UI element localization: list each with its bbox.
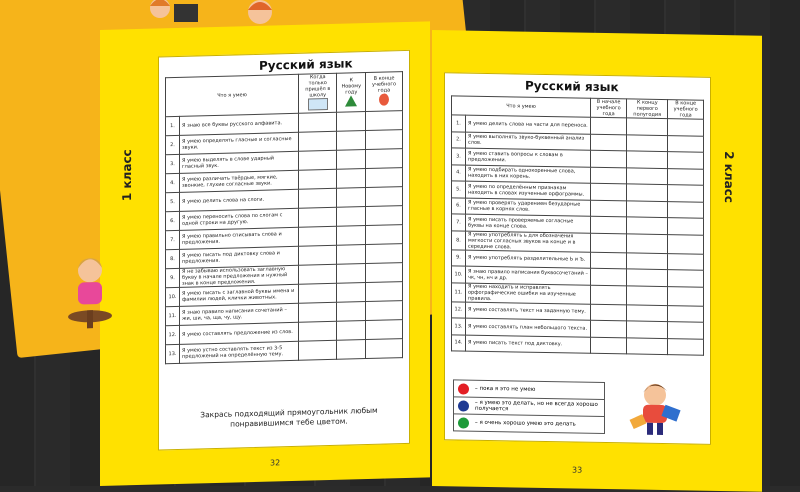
table-row: 1. Я знаю все буквы русского алфавита.: [166, 111, 403, 136]
blue-dot-icon: [458, 400, 469, 411]
color-cell[interactable]: [337, 245, 366, 265]
table-row: 8. Я умею употреблять ь для обозначения мягкости согласных звуков на конце и в середине слова.: [452, 230, 704, 253]
color-cell[interactable]: [299, 207, 337, 227]
table-row: 2. Я умею выполнять звуко-буквенный анализ слов.: [452, 131, 704, 152]
table-row: 9. Я не забываю использовать заглавную букву в начале предложения и нужный знак в конце предложения.: [166, 263, 403, 288]
color-cell[interactable]: [366, 168, 403, 188]
color-cell[interactable]: [366, 111, 403, 131]
color-cell[interactable]: [591, 150, 627, 167]
color-cell[interactable]: [668, 201, 704, 218]
table-row: 8. Я умею писать под диктовку слова и предложения.: [166, 244, 403, 269]
color-cell[interactable]: [627, 184, 668, 201]
color-cell[interactable]: [627, 269, 668, 286]
color-cell[interactable]: [366, 187, 403, 207]
color-cell[interactable]: [591, 183, 627, 200]
color-cell[interactable]: [337, 131, 366, 151]
color-cell[interactable]: [627, 252, 668, 269]
table-row: 4. Я умею различать твёрдые, мягкие, звонкие, глухие согласные звуки.: [166, 168, 403, 193]
header-col3: В конце учебного года: [668, 100, 704, 120]
table-row: 7. Я умею правильно списывать слова и предложения.: [166, 225, 403, 250]
color-cell[interactable]: [299, 264, 337, 284]
table-row: 6. Я умею проверять ударением безударные гласные в корнях слов.: [452, 197, 704, 218]
color-cell[interactable]: [591, 200, 627, 217]
table-row: 9. Я умею употреблять разделительные Ь и Ъ.: [452, 249, 704, 270]
color-cell[interactable]: [627, 151, 668, 168]
color-cell[interactable]: [337, 340, 366, 360]
table-row: 6. Я умею переносить слова по слогам с одной строки на другую.: [166, 206, 403, 231]
color-cell[interactable]: [668, 270, 704, 287]
color-cell[interactable]: [668, 119, 704, 136]
left-sheet: [158, 50, 410, 451]
color-cell[interactable]: [591, 304, 627, 321]
skills-table-right: [451, 95, 704, 355]
color-cell[interactable]: [299, 188, 337, 208]
color-cell[interactable]: [299, 321, 337, 341]
page-title-left: Русский язык: [259, 56, 353, 73]
color-cell[interactable]: [337, 302, 366, 322]
table-row: 5. Я умею по определённым признакам находить в словах изученные орфограммы.: [452, 181, 704, 202]
color-cell[interactable]: [337, 169, 366, 189]
color-cell[interactable]: [591, 134, 627, 151]
color-cell[interactable]: [366, 130, 403, 150]
table-row: 3. Я умею выделять в слове ударный гласный звук.: [166, 149, 403, 174]
color-cell[interactable]: [591, 320, 627, 337]
grade-label-right: 2 класс: [722, 151, 736, 204]
color-cell[interactable]: [366, 282, 403, 302]
color-cell[interactable]: [337, 283, 366, 303]
boy-with-books-illustration: [625, 376, 695, 437]
color-cell[interactable]: [337, 112, 366, 132]
color-cell[interactable]: [668, 253, 704, 270]
color-cell[interactable]: [591, 167, 627, 184]
color-cell[interactable]: [627, 304, 668, 321]
color-cell[interactable]: [337, 264, 366, 284]
girl-illustration: [60, 249, 120, 331]
table-row: 10. Я умею писать с заглавной буквы имена и фамилии людей, клички животных.: [166, 282, 403, 307]
red-dot-icon: [458, 383, 469, 394]
color-cell[interactable]: [627, 118, 668, 135]
color-cell[interactable]: [366, 149, 403, 169]
color-cell[interactable]: [591, 233, 627, 253]
color-cell[interactable]: [366, 263, 403, 283]
page-title-right: Русский язык: [525, 78, 619, 95]
color-cell[interactable]: [668, 322, 704, 339]
color-cell[interactable]: [591, 285, 627, 305]
tree-icon: [345, 95, 357, 106]
header-skill: Что я умею: [166, 74, 299, 116]
color-cell[interactable]: [591, 117, 627, 134]
table-row: 12. Я умею составлять предложение из слов.: [166, 320, 403, 345]
color-cell[interactable]: [591, 337, 627, 354]
color-cell[interactable]: [668, 234, 704, 254]
color-cell[interactable]: [299, 245, 337, 265]
header-col2: К Новому году: [337, 73, 366, 113]
table-row: 11. Я умею находить и исправлять орфографические ошибки на изученные правила.: [452, 282, 704, 305]
color-cell[interactable]: [337, 321, 366, 341]
header-col1: В начале учебного года: [591, 98, 627, 118]
skills-table-left: [165, 71, 403, 364]
color-cell[interactable]: [591, 268, 627, 285]
header-col1: Когда только пришёл в школу: [299, 73, 337, 113]
color-cell[interactable]: [627, 233, 668, 253]
green-dot-icon: [458, 417, 469, 428]
left-page: [100, 21, 430, 486]
color-cell[interactable]: [627, 167, 668, 184]
grade-label-left: 1 класс: [120, 149, 134, 202]
color-cell[interactable]: [337, 188, 366, 208]
table-row: 3. Я умею ставить вопросы к словам в предложении.: [452, 148, 704, 169]
color-cell[interactable]: [366, 206, 403, 226]
color-cell[interactable]: [668, 218, 704, 235]
table-row: 13. Я умею составлять план небольшого текста.: [452, 318, 704, 339]
color-cell[interactable]: [627, 134, 668, 151]
color-cell[interactable]: [668, 185, 704, 202]
color-legend: [453, 379, 605, 434]
table-row: 11. Я знаю правило написания сочетаний – жи, ши, ча, ща, чу, щу.: [166, 301, 403, 326]
color-cell[interactable]: [591, 216, 627, 233]
kids-at-computer-illustration: [130, 0, 290, 36]
header-col2: К концу первого полугодия: [627, 99, 668, 119]
kid-icon: [379, 93, 389, 105]
color-cell[interactable]: [366, 244, 403, 264]
color-cell[interactable]: [668, 135, 704, 152]
table-row: 7. Я умею писать проверяемые согласные буквы на конце слова.: [452, 214, 704, 235]
right-sheet: [444, 72, 711, 445]
legend-item-green: – я очень хорошо умею это делать: [454, 414, 604, 433]
color-cell[interactable]: [299, 302, 337, 322]
header-skill: Что я умею: [452, 96, 591, 117]
color-cell[interactable]: [668, 152, 704, 169]
color-cell[interactable]: [299, 283, 337, 303]
instruction-caption: Закрась подходящий прямоугольник любым понравившимся тебе цветом.: [200, 405, 378, 429]
table-row: 1. Я умею делить слова на части для переноса.: [452, 115, 704, 136]
color-cell[interactable]: [337, 150, 366, 170]
color-cell[interactable]: [366, 339, 403, 359]
table-row: 12. Я умею составлять текст на заданную тему.: [452, 301, 704, 322]
table-row: 14. Я умею писать текст под диктовку.: [452, 334, 704, 355]
legend-item-red: – пока я это не умею: [454, 380, 604, 400]
color-cell[interactable]: [299, 340, 337, 360]
table-row: 13. Я умею устно составлять текст из 3-5 предложений на определённую тему.: [166, 339, 403, 364]
table-row: 2. Я умею определять гласные и согласные звуки.: [166, 130, 403, 155]
color-cell[interactable]: [627, 337, 668, 354]
color-cell[interactable]: [299, 150, 337, 170]
right-page: [432, 30, 762, 492]
color-cell[interactable]: [366, 320, 403, 340]
color-cell[interactable]: [299, 169, 337, 189]
color-cell[interactable]: [299, 131, 337, 151]
table-row: 5. Я умею делить слова на слоги.: [166, 187, 403, 212]
page-number-right: 33: [572, 465, 583, 475]
color-cell[interactable]: [366, 301, 403, 321]
color-cell[interactable]: [627, 217, 668, 234]
legend-item-blue: – я умею это делать, но не всегда хорошо получается: [454, 397, 604, 417]
color-cell[interactable]: [627, 321, 668, 338]
color-cell[interactable]: [366, 225, 403, 245]
table-row: 4. Я умею подбирать однокоренные слова, находить в них корень.: [452, 164, 704, 185]
color-cell[interactable]: [299, 226, 337, 246]
school-icon: [308, 98, 328, 111]
open-workbook: [100, 30, 760, 486]
color-cell[interactable]: [668, 168, 704, 185]
table-row: 10. Я знаю правило написания буквосочетаний – чк, чн, нч и др.: [452, 266, 704, 287]
header-col3: В конце учебного года: [366, 72, 403, 112]
color-cell[interactable]: [668, 305, 704, 322]
color-cell[interactable]: [627, 200, 668, 217]
color-cell[interactable]: [337, 226, 366, 246]
color-cell[interactable]: [299, 112, 337, 132]
page-number-left: 32: [270, 458, 281, 468]
color-cell[interactable]: [337, 207, 366, 227]
color-cell[interactable]: [591, 252, 627, 269]
color-cell[interactable]: [627, 285, 668, 305]
color-cell[interactable]: [668, 286, 704, 306]
color-cell[interactable]: [668, 338, 704, 355]
